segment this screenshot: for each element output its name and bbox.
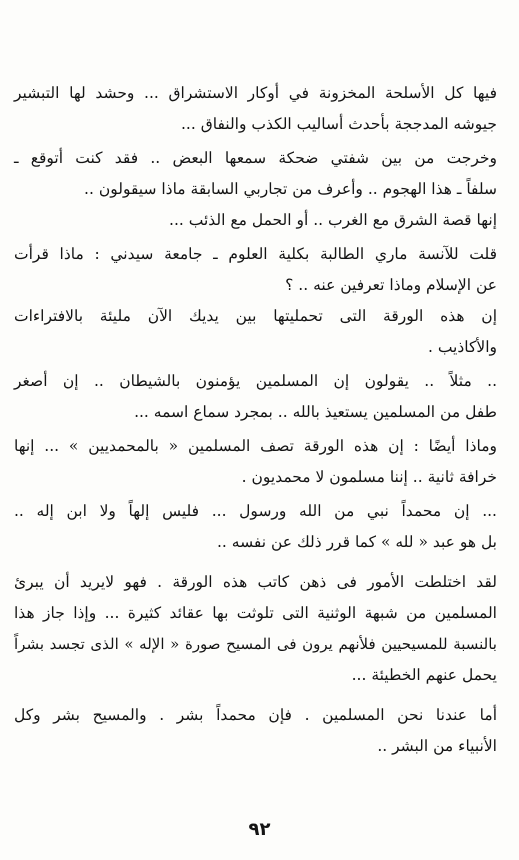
page-number: ٩٢	[248, 819, 271, 840]
text-line: عن الإسلام وماذا تعرفين عنه .. ؟	[285, 276, 497, 294]
text-line: وخرجت من بين شفتي ضحكة سمعها البعض .. فقد كنت أتوقع ـ	[14, 149, 497, 167]
text-line: قلت للآنسة ماري الطالبة بكلية العلوم ـ جامعة سيدني : ماذا قرأت	[14, 245, 497, 263]
text-line: الأنبياء من البشر ..	[377, 737, 497, 755]
text-line: إن هذه الورقة التى تحمليتها بين يديك الآن مليئة بالافتراءات	[14, 307, 497, 325]
text-line: وماذا أيضًا : إن هذه الورقة تصف المسلمين « بالمحمديين » ... إنها	[14, 437, 497, 455]
paragraph-6	[14, 366, 497, 428]
text-line: جيوشه المدججة بأحدث أساليب الكذب والنفاق ...	[180, 115, 497, 133]
text-line: يحمل عنهم الخطيئة ...	[351, 666, 497, 684]
text-line: أما عندنا نحن المسلمين . فإن محمداً بشر . والمسيح بشر وكل	[14, 706, 497, 724]
text-line: المسلمين من شبهة الوثنية التى تلوثت بها عقائد كثيرة ... وإذا جاز هذا	[14, 604, 497, 622]
paragraph-1	[14, 78, 497, 140]
text-line: فيها كل الأسلحة المخزونة في أوكار الاستشراق ... وحشد لها التبشير	[14, 84, 497, 102]
paragraph-7	[14, 431, 497, 493]
text-line: لقد اختلطت الأمور فى ذهن كاتب هذه الورقة . فهو لايريد أن يبرئ	[14, 573, 497, 591]
text-line: خرافة ثانية .. إننا مسلمون لا محمديون .	[241, 468, 497, 486]
paragraph-2	[14, 143, 497, 205]
paragraph-4	[14, 239, 497, 301]
text-line: ... إن محمداً نبي من الله ورسول ... فليس إلهاً ولا ابن إله ..	[14, 502, 497, 520]
paragraph-9	[14, 567, 497, 691]
paragraph-8	[14, 496, 497, 558]
text-line: بالنسبة للمسيحيين فلأنهم يرون فى المسيح صورة « الإله » الذى تجسد بشراً	[14, 635, 497, 653]
text-line: .. مثلاً .. يقولون إن المسلمين يؤمنون بالشيطان .. إن أصغر	[14, 372, 497, 390]
text-line: طفل من المسلمين يستعيذ بالله .. بمجرد سماع اسمه ...	[134, 403, 497, 421]
paragraph-5	[14, 301, 497, 363]
text-line: بل هو عبد « لله » كما قرر ذلك عن نفسه ..	[216, 533, 497, 551]
text-line: والأكاذيب .	[427, 338, 497, 356]
text-line: إنها قصة الشرق مع الغرب .. أو الحمل مع الذئب ...	[169, 211, 497, 229]
paragraph-10	[14, 700, 497, 762]
text-line: سلفاً ـ هذا الهجوم .. وأعرف من تجاربي السابقة ماذا سيقولون ..	[84, 180, 497, 198]
paragraph-3	[14, 205, 497, 236]
